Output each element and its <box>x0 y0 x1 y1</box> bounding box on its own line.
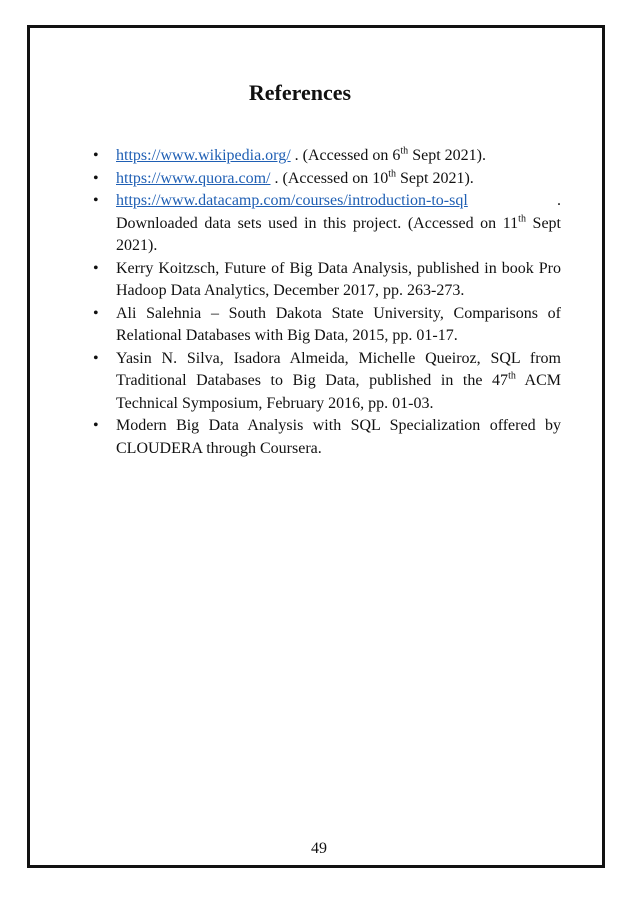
ordinal-suffix: th <box>400 145 409 157</box>
reference-text: Sept 2021). <box>408 147 486 164</box>
reference-text: Sept 2021). <box>396 169 474 187</box>
reference-item <box>93 145 561 168</box>
reference-item <box>93 348 561 416</box>
reference-text: Modern Big Data Analysis with SQL Specialization offered by CLOUDERA through Coursera. <box>116 417 561 457</box>
ordinal-suffix: th <box>388 168 397 180</box>
reference-link-wikipedia[interactable]: https://www.wikipedia.org/ <box>116 147 291 164</box>
reference-text: Ali Salehnia – South Dakota State University, Comparisons of Relational Databases with Big Data, 2015, pp. 01-17. <box>116 304 561 344</box>
reference-text: Yasin N. Silva, Isadora Almeida, Michelle Queiroz, SQL from Traditional Databases to Big Data, published in the 47 <box>116 349 561 389</box>
reference-link-quora[interactable]: https://www.quora.com/ <box>116 169 271 187</box>
reference-text: Sept 2021). <box>116 214 561 254</box>
page-title: References <box>248 80 352 105</box>
page-number: 49 <box>311 840 327 857</box>
reference-item <box>93 258 561 303</box>
reference-text: . (Accessed on 10 <box>270 169 389 187</box>
reference-text: . Downloaded data sets used in this project. (Accessed on 11 <box>116 192 561 232</box>
reference-link-datacamp[interactable]: https://www.datacamp.com/courses/introduction-to-sql <box>116 192 468 209</box>
reference-text: . (Accessed on 6 <box>290 147 401 164</box>
reference-item <box>93 415 561 460</box>
reference-text: Kerry Koitzsch, Future of Big Data Analysis, published in book Pro Hadoop Data Analytics, December 2017, pp. 263-273. <box>116 259 561 299</box>
ordinal-suffix: th <box>518 213 526 225</box>
reference-item <box>93 168 561 191</box>
reference-list <box>93 145 561 460</box>
reference-text: ACM Technical Symposium, February 2016, pp. 01-03. <box>116 372 562 412</box>
reference-item <box>93 190 561 258</box>
reference-item <box>93 303 561 348</box>
ordinal-suffix: th <box>508 370 516 382</box>
